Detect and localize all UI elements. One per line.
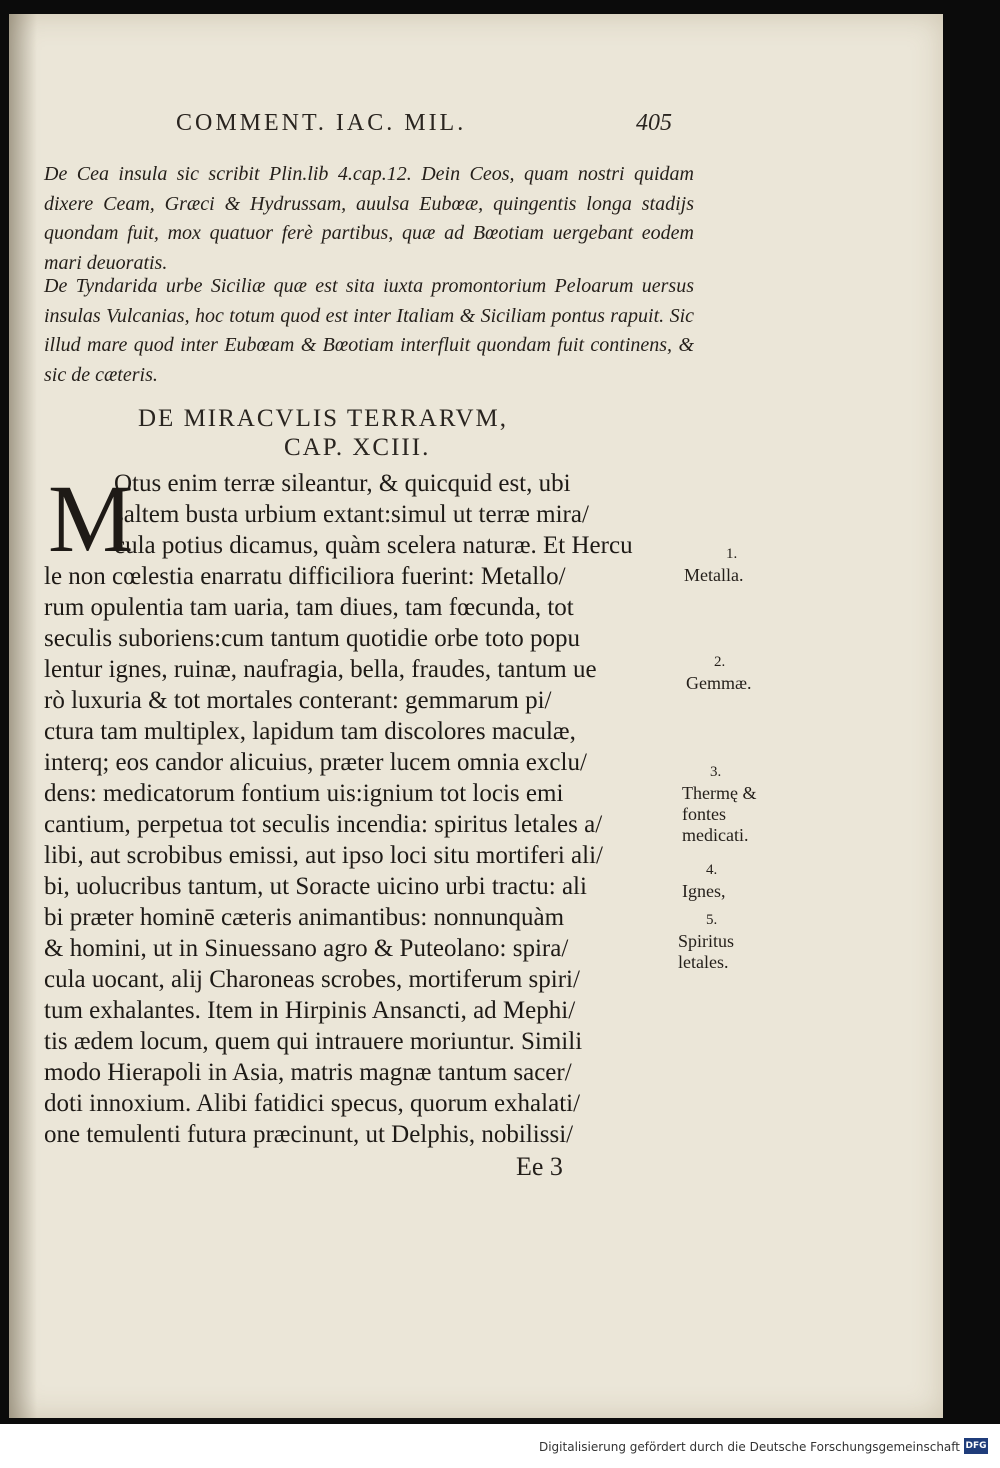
body-line: bi præter hominē cæteris animantibus: nonnunquàm [44,904,565,931]
margin-note-number: 5. [706,912,718,928]
body-line: cula potius dicamus, quàm scelera naturæ. Et Hercu [114,532,633,559]
note-paragraph-cea: De Cea insula sic scribit Plin.lib 4.cap.12. Dein Ceos, quam nostri quidam dixere Ceam, Græci & Hydrussam, auulsa Eubœæ, quingentis longa stadijs quondam fuit, mox quatuor ferè partibus, quæ ad Bœotiam uergebant eodem mari deuoratis. [44,163,694,274]
margin-note-label: Ignes, [682,881,726,901]
body-line: doti innoxium. Alibi fatidici specus, quorum exhalati/ [44,1090,581,1117]
margin-note-number: 4. [706,862,718,878]
body-line: & homini, ut in Sinuessano agro & Puteolano: spira/ [44,935,569,962]
body-line: cantium, perpetua tot seculis incendia: spiritus letales a/ [44,811,603,838]
body-line: le non cœlestia enarratu difficiliora fuerint: Metallo/ [44,563,566,590]
gutter-shadow [9,14,37,1418]
margin-note-label: Gemmæ. [686,673,752,693]
chapter-number: CAP. XCIII. [284,434,431,461]
chapter-title: DE MIRACVLIS TERRARVM, [138,405,509,432]
body-line: seculis suboriens:cum tantum quotidie orbe toto popu [44,625,581,652]
body-line: cula uocant, alij Charoneas scrobes, mortiferum spiri/ [44,966,580,993]
body-line: interq; eos candor alicuius, præter lucem omnia exclu/ [44,749,587,776]
page-number: 405 [636,110,672,136]
margin-note-label: Spiritus letales. [678,931,735,972]
funding-credit: Digitalisierung gefördert durch die Deutsche Forschungsgemeinschaft [538,1440,960,1454]
body-line: saltem busta urbium extant:simul ut terræ mira/ [114,501,589,528]
body-line: dens: medicatorum fontium uis:ignium tot locis emi [44,780,564,807]
margin-note-spiritus [678,910,788,973]
body-line: Otus enim terræ sileantur, & quicquid est, ubi [114,470,571,497]
margin-note-gemmae [686,652,752,694]
margin-note-label: Thermę & fontes medicati. [682,783,757,845]
drop-cap: M [48,465,134,572]
margin-note-label: Metalla. [684,565,744,585]
body-line: rò luxuria & tot mortales conterant: gemmarum pi/ [44,687,552,714]
dfg-logo-icon: DFG [964,1438,988,1454]
margin-note-thermae [682,762,790,846]
body-line: ctura tam multiplex, lapidum tam discolores maculæ, [44,718,576,745]
margin-note-number: 2. [714,654,726,670]
body-text [44,465,680,1150]
body-line: libi, aut scrobibus emissi, aut ipso loci situ mortiferi ali/ [44,842,603,869]
note-paragraph-tyndarida: De Tyndarida urbe Siciliæ quæ est sita iuxta promontorium Peloarum uersus insulas Vulcanias, hoc totum quod est inter Italiam & Siciliam pontus rapuit. Sic illud mare quod inter Eubœam & Bœotiam interfluit quondam fuit continens, & sic de cæteris. [44,275,694,386]
margin-note-number: 3. [710,764,722,780]
margin-note-metalla [684,544,743,586]
body-line: one temulenti futura præcinunt, ut Delphis, nobilissi/ [44,1121,574,1148]
margin-note-ignes [682,860,726,902]
body-line: tum exhalantes. Item in Hirpinis Ansancti, ad Mephi/ [44,997,576,1024]
margin-note-number: 1. [726,546,738,562]
body-line: modo Hierapoli in Asia, matris magnæ tantum sacer/ [44,1059,572,1086]
body-line: lentur ignes, ruinæ, naufragia, bella, fraudes, tantum ue [44,656,597,683]
body-line: rum opulentia tam uaria, tam diues, tam fœcunda, tot [44,594,574,621]
running-title: COMMENT. IAC. MIL. [176,110,467,136]
footer-bar [0,1424,1000,1468]
chapter-heading [138,404,638,462]
signature-mark: Ee 3 [516,1152,563,1181]
body-line: bi, uolucribus tantum, ut Soracte uicino urbi tractu: ali [44,873,587,900]
body-line: tis ædem locum, quem qui intrauere moriuntur. Simili [44,1028,583,1055]
